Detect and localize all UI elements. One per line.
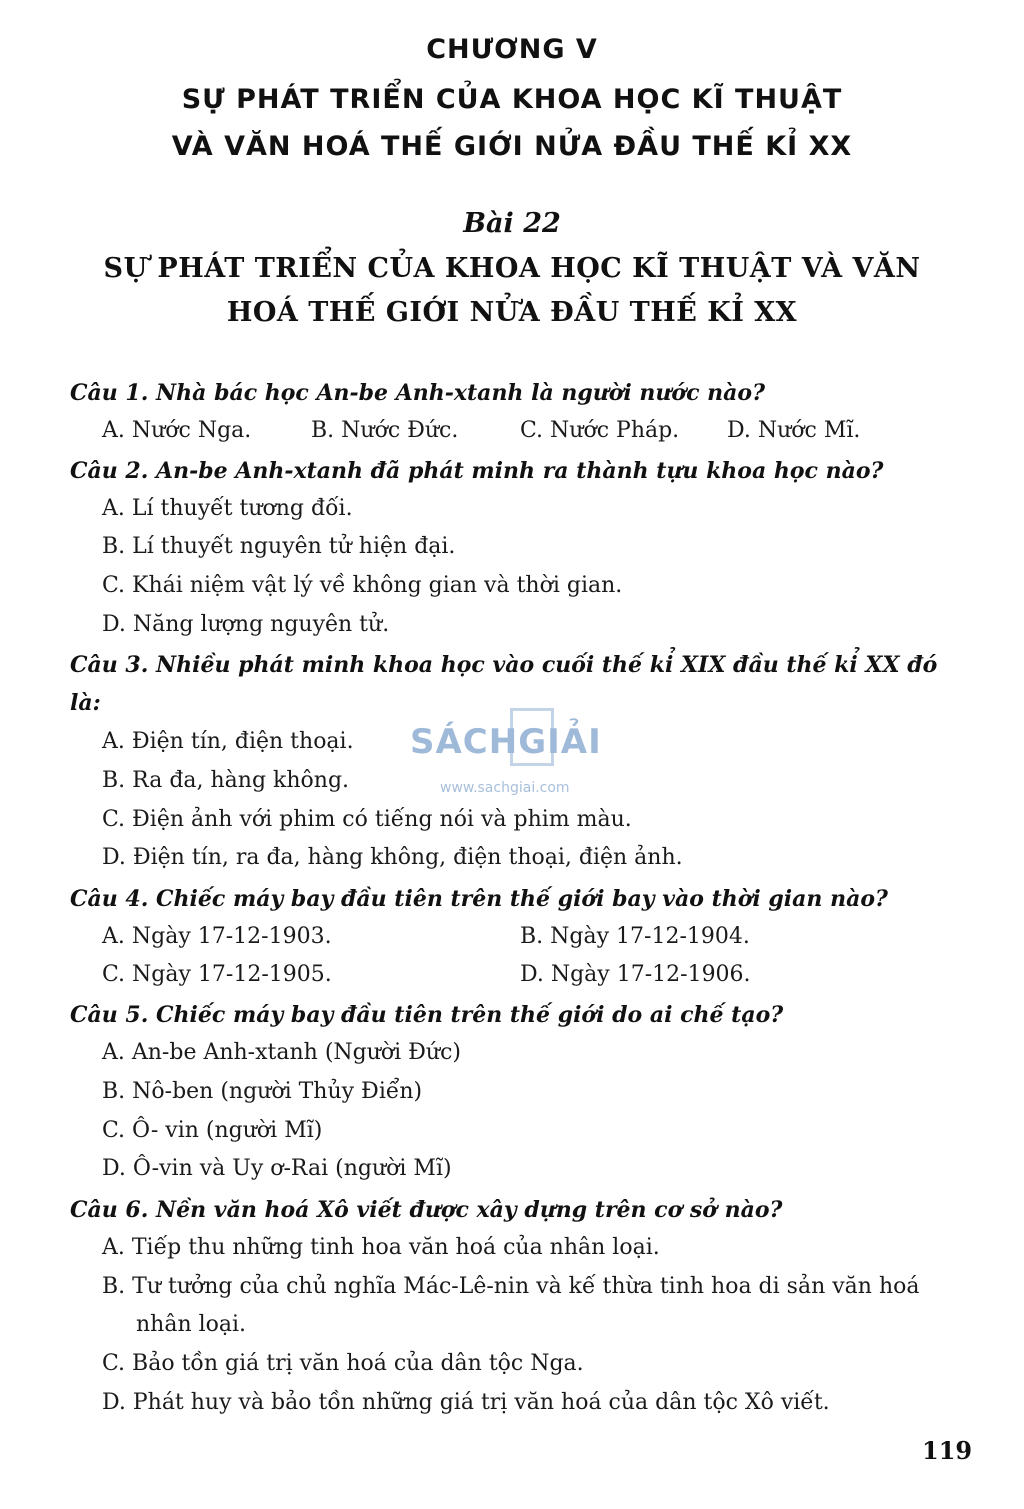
q3-answer-b: B. Ra đa, hàng không. [102,768,350,793]
q6-answer-b [102,1268,970,1344]
question-2: Câu 2. An-be Anh-xtanh đã phát minh ra thành tựu khoa học nào? [70,458,884,484]
q3-answer-d: D. Điện tín, ra đa, hàng không, điện thoại, điện ảnh. [102,845,683,870]
watermark-logo [410,708,620,808]
question-3: Câu 3. Nhiều phát minh khoa học vào cuối thế kỉ XIX đầu thế kỉ XX đó là: [70,652,938,716]
q4-answer-a: A. Ngày 17-12-1903. [102,924,332,949]
question-6: Câu 6. Nền văn hoá Xô viết được xây dựng trên cơ sở nào? [70,1197,783,1223]
q1-answer-c: C. Nước Pháp. [520,418,680,443]
q6-answer-a: A. Tiếp thu những tinh hoa văn hoá của nhân loại. [102,1235,660,1260]
q1-answer-d: D. Nước Mĩ. [727,418,861,443]
q6-answer-d: D. Phát huy và bảo tồn những giá trị văn hoá của dân tộc Xô viết. [102,1390,830,1415]
page-number: 119 [922,1436,973,1465]
lesson-number: Bài 22 [463,208,561,239]
q4-answer-d: D. Ngày 17-12-1906. [520,962,751,987]
q6-answer-b-text: B. Tư tưởng của chủ nghĩa Mác-Lê-nin và kế thừa tinh hoa di sản văn hoá nhân loại. [102,1274,920,1337]
q5-answer-b: B. Nô-ben (người Thủy Điển) [102,1079,423,1104]
q5-answer-d: D. Ô-vin và Uy ơ-Rai (người Mĩ) [102,1156,452,1181]
chapter-title-line2: VÀ VĂN HOÁ THẾ GIỚI NỬA ĐẦU THẾ KỈ XX [171,131,853,162]
question-4: Câu 4. Chiếc máy bay đầu tiên trên thế giới bay vào thời gian nào? [70,886,888,912]
lesson-title-line2: HOÁ THẾ GIỚI NỬA ĐẦU THẾ KỈ XX [226,297,798,328]
question-1: Câu 1. Nhà bác học An-be Anh-xtanh là người nước nào? [70,380,765,406]
q5-answer-c: C. Ô- vin (người Mĩ) [102,1118,323,1143]
q2-answer-c: C. Khái niệm vật lý về không gian và thời gian. [102,573,623,598]
q3-answer-c: C. Điện ảnh với phim có tiếng nói và phim màu. [102,807,632,832]
watermark-url: www.sachgiai.com [440,780,570,796]
chapter-title-line1: SỰ PHÁT TRIỂN CỦA KHOA HỌC KĨ THUẬT [181,84,843,115]
q1-answer-b: B. Nước Đức. [311,418,459,443]
question-5: Câu 5. Chiếc máy bay đầu tiên trên thế giới do ai chế tạo? [70,1002,784,1028]
q4-answer-b: B. Ngày 17-12-1904. [520,924,750,949]
q2-answer-d: D. Năng lượng nguyên tử. [102,612,390,637]
q5-answer-a: A. An-be Anh-xtanh (Người Đức) [102,1040,462,1065]
q4-answer-c: C. Ngày 17-12-1905. [102,962,332,987]
q2-answer-a: A. Lí thuyết tương đối. [102,496,353,521]
chapter-label: CHƯƠNG V [426,34,598,65]
q1-answer-a: A. Nước Nga. [102,418,252,443]
watermark-brand: SÁCHGIẢI [410,722,602,762]
lesson-title-line1: SỰ PHÁT TRIỂN CỦA KHOA HỌC KĨ THUẬT VÀ VĂN [103,253,921,284]
q6-answer-c: C. Bảo tồn giá trị văn hoá của dân tộc Nga. [102,1351,584,1376]
q2-answer-b: B. Lí thuyết nguyên tử hiện đại. [102,534,456,559]
q3-answer-a: A. Điện tín, điện thoại. [102,729,354,754]
